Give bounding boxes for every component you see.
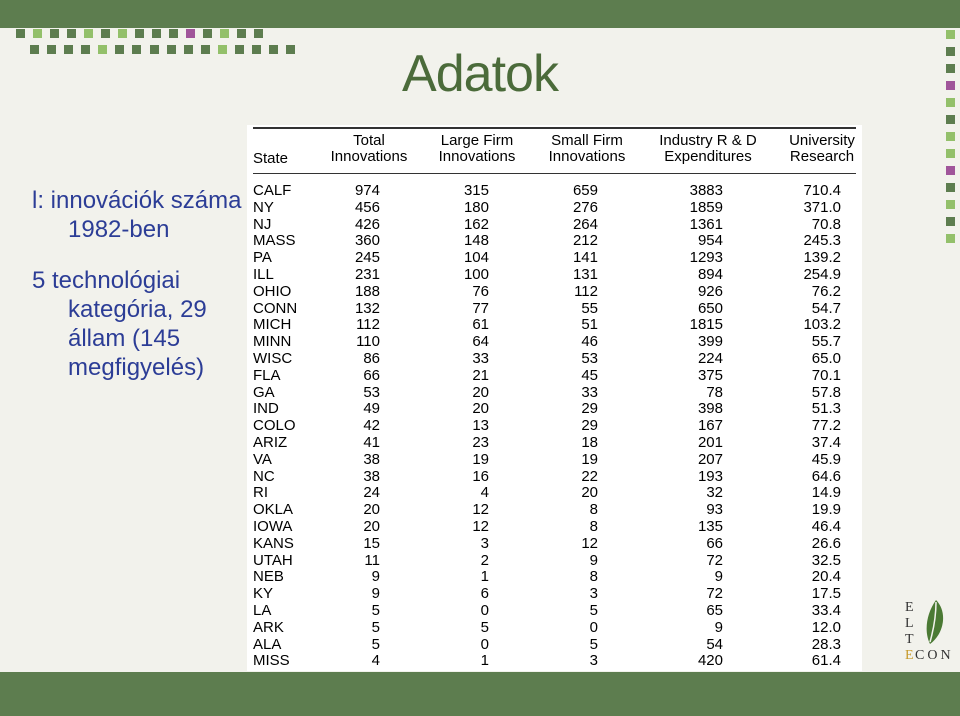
decorative-square	[201, 45, 210, 54]
decorative-square	[186, 29, 195, 38]
value-cell: 77.2	[811, 417, 841, 435]
bullet-item: 5 technológiai kategória, 29 állam (145 megfigyelés)	[32, 267, 207, 381]
value-cell: 76.2	[811, 282, 841, 300]
value-cell: 28.3	[811, 635, 841, 653]
table-row	[247, 301, 862, 318]
value-cell: 21	[472, 366, 489, 384]
decorative-square	[946, 234, 955, 243]
value-cell: 1859	[689, 198, 723, 216]
value-cell: 224	[697, 349, 723, 367]
value-cell: 245	[354, 249, 380, 267]
value-cell: 5	[589, 635, 598, 653]
value-cell: 110	[356, 333, 380, 351]
state-cell: ARIZ	[253, 433, 288, 451]
value-cell: 54	[706, 635, 723, 653]
state-cell: NY	[253, 198, 274, 216]
table-row	[247, 553, 862, 570]
value-cell: 104	[463, 249, 489, 267]
value-cell: 65.0	[811, 349, 841, 367]
decorative-square	[16, 29, 25, 38]
value-cell: 61.4	[811, 652, 841, 670]
state-cell: MASS	[253, 232, 296, 250]
logo-letter-l: L	[905, 616, 914, 631]
decorative-square	[237, 29, 246, 38]
decorative-square	[67, 29, 76, 38]
logo-letter-e2: E	[905, 648, 914, 663]
value-cell: 426	[354, 215, 380, 233]
value-cell: 954	[697, 232, 723, 250]
decorative-square	[30, 45, 39, 54]
value-cell: 38	[363, 467, 380, 485]
value-cell: 5	[371, 635, 380, 653]
table-row	[247, 519, 862, 536]
elte-econ-logo	[900, 596, 960, 666]
logo-econ: CON	[915, 648, 954, 663]
table-row	[247, 368, 862, 385]
value-cell: 9	[589, 551, 598, 569]
table-row	[247, 233, 862, 250]
state-cell: OKLA	[253, 501, 294, 519]
value-cell: 360	[354, 232, 380, 250]
value-cell: 710.4	[803, 182, 841, 199]
value-cell: 5	[371, 601, 380, 619]
state-cell: UTAH	[253, 551, 293, 569]
value-cell: 245.3	[803, 232, 841, 250]
decorative-square	[946, 30, 955, 39]
value-cell: 37.4	[811, 433, 841, 451]
state-cell: NEB	[253, 568, 284, 586]
decorative-square	[135, 29, 144, 38]
slide-title: Adatok	[402, 45, 558, 103]
value-cell: 54.7	[811, 299, 841, 317]
decorative-square	[946, 183, 955, 192]
state-cell: KANS	[253, 534, 294, 552]
value-cell: 13	[472, 417, 489, 435]
value-cell: 16	[472, 467, 489, 485]
value-cell: 33	[581, 383, 598, 401]
table-row	[247, 317, 862, 334]
table-row	[247, 586, 862, 603]
table-row	[247, 284, 862, 301]
value-cell: 8	[589, 517, 598, 535]
value-cell: 132	[354, 299, 380, 317]
value-cell: 72	[706, 585, 723, 603]
decorative-square	[50, 29, 59, 38]
value-cell: 276	[572, 198, 598, 216]
value-cell: 42	[363, 417, 380, 435]
value-cell: 64	[472, 333, 489, 351]
table-row	[247, 250, 862, 267]
value-cell: 66	[363, 366, 380, 384]
value-cell: 55	[581, 299, 598, 317]
value-cell: 78	[706, 383, 723, 401]
decorative-square	[184, 45, 193, 54]
value-cell: 5	[480, 618, 489, 636]
decorative-square	[81, 45, 90, 54]
value-cell: 207	[697, 450, 723, 468]
decorative-square	[115, 45, 124, 54]
table-row	[247, 485, 862, 502]
value-cell: 29	[581, 400, 598, 418]
decorative-square	[946, 115, 955, 124]
value-cell: 162	[463, 215, 489, 233]
value-cell: 0	[589, 618, 598, 636]
value-cell: 8	[589, 501, 598, 519]
decorative-square	[218, 45, 227, 54]
decorative-square	[33, 29, 42, 38]
value-cell: 33	[472, 349, 489, 367]
table-row	[247, 418, 862, 435]
table-row	[247, 435, 862, 452]
state-cell: IND	[253, 400, 279, 418]
decorative-square	[152, 29, 161, 38]
table-row	[247, 620, 862, 637]
decorative-square	[254, 29, 263, 38]
state-cell: PA	[253, 249, 272, 267]
state-cell: CONN	[253, 299, 298, 317]
decorative-square	[946, 98, 955, 107]
value-cell: 3883	[689, 182, 723, 199]
decorative-square	[101, 29, 110, 38]
logo-letter-e: E	[905, 600, 914, 615]
value-cell: 1815	[689, 316, 723, 334]
state-cell: OHIO	[253, 282, 292, 300]
value-cell: 398	[697, 400, 723, 418]
state-cell: ILL	[253, 265, 274, 283]
value-cell: 18	[581, 433, 598, 451]
decorative-square	[946, 166, 955, 175]
value-cell: 20	[472, 400, 489, 418]
value-cell: 11	[364, 551, 380, 569]
value-cell: 32	[706, 484, 723, 502]
value-cell: 103.2	[803, 316, 841, 334]
state-cell: LA	[253, 601, 272, 619]
value-cell: 29	[581, 417, 598, 435]
value-cell: 148	[463, 232, 489, 250]
value-cell: 53	[363, 383, 380, 401]
value-cell: 51.3	[811, 400, 841, 418]
value-cell: 894	[697, 265, 723, 283]
table-row	[247, 469, 862, 486]
decorative-square	[132, 45, 141, 54]
value-cell: 371.0	[803, 198, 841, 216]
value-cell: 131	[572, 265, 598, 283]
state-cell: IOWA	[253, 517, 293, 535]
value-cell: 0	[480, 635, 489, 653]
state-cell: NC	[253, 467, 275, 485]
value-cell: 9	[714, 568, 723, 586]
value-cell: 9	[371, 568, 380, 586]
value-cell: 212	[572, 232, 598, 250]
value-cell: 112	[356, 316, 380, 334]
value-cell: 72	[706, 551, 723, 569]
value-cell: 20	[581, 484, 598, 502]
state-cell: ARK	[253, 618, 284, 636]
value-cell: 65	[706, 601, 723, 619]
value-cell: 23	[472, 433, 489, 451]
value-cell: 19	[472, 450, 489, 468]
table-row	[247, 536, 862, 553]
value-cell: 19	[581, 450, 598, 468]
bullet-item: l: innovációk száma 1982-ben	[32, 187, 242, 243]
value-cell: 375	[697, 366, 723, 384]
table-row	[247, 267, 862, 284]
header-large-firm: Large Firm Innovations	[438, 132, 516, 165]
value-cell: 1361	[689, 215, 723, 233]
decorative-square	[84, 29, 93, 38]
table-row	[247, 351, 862, 368]
value-cell: 3	[480, 534, 489, 552]
decorative-square	[269, 45, 278, 54]
value-cell: 33.4	[811, 601, 841, 619]
value-cell: 100	[463, 265, 489, 283]
table-row	[247, 385, 862, 402]
decorative-square	[946, 64, 955, 73]
value-cell: 77	[472, 299, 489, 317]
state-cell: KY	[253, 585, 274, 603]
value-cell: 201	[697, 433, 723, 451]
value-cell: 32.5	[811, 551, 841, 569]
header-state: State	[253, 150, 289, 167]
table-row	[247, 217, 862, 234]
decorative-square	[220, 29, 229, 38]
value-cell: 3	[589, 652, 598, 670]
value-cell: 231	[354, 265, 380, 283]
value-cell: 926	[697, 282, 723, 300]
state-cell: GA	[253, 383, 275, 401]
decorative-square	[946, 132, 955, 141]
value-cell: 66	[706, 534, 723, 552]
value-cell: 22	[581, 467, 598, 485]
decorative-square	[167, 45, 176, 54]
decorative-square	[946, 47, 955, 56]
value-cell: 315	[463, 182, 489, 199]
value-cell: 420	[697, 652, 723, 670]
value-cell: 5	[589, 601, 598, 619]
value-cell: 8	[589, 568, 598, 586]
value-cell: 3	[589, 585, 598, 603]
value-cell: 112	[574, 282, 598, 300]
logo-letter-t: T	[905, 632, 914, 647]
value-cell: 93	[706, 501, 723, 519]
value-cell: 45	[581, 366, 598, 384]
decorative-square	[64, 45, 73, 54]
decorative-square	[286, 45, 295, 54]
value-cell: 64.6	[811, 467, 841, 485]
value-cell: 19.9	[811, 501, 841, 519]
value-cell: 41	[363, 433, 380, 451]
bottom-banner	[0, 672, 960, 716]
value-cell: 20.4	[811, 568, 841, 586]
decorative-square	[203, 29, 212, 38]
table-row	[247, 569, 862, 586]
value-cell: 12	[581, 534, 598, 552]
value-cell: 12	[472, 517, 489, 535]
value-cell: 9	[714, 618, 723, 636]
value-cell: 12.0	[811, 618, 841, 636]
header-small-firm: Small Firm Innovations	[548, 132, 626, 165]
value-cell: 55.7	[811, 333, 841, 351]
value-cell: 180	[463, 198, 489, 216]
table-row	[247, 603, 862, 620]
value-cell: 659	[572, 182, 598, 199]
value-cell: 1	[480, 568, 489, 586]
value-cell: 51	[581, 316, 598, 334]
value-cell: 70.8	[811, 215, 841, 233]
value-cell: 14.9	[811, 484, 841, 502]
value-cell: 20	[363, 501, 380, 519]
value-cell: 254.9	[803, 265, 841, 283]
decorative-square	[98, 45, 107, 54]
value-cell: 38	[363, 450, 380, 468]
value-cell: 15	[363, 534, 380, 552]
table-row	[247, 334, 862, 351]
state-cell: NJ	[253, 215, 272, 233]
value-cell: 2	[480, 551, 489, 569]
decorative-square	[150, 45, 159, 54]
value-cell: 650	[697, 299, 723, 317]
decorative-square	[252, 45, 261, 54]
value-cell: 0	[480, 601, 489, 619]
state-cell: CALF	[253, 182, 292, 199]
value-cell: 399	[697, 333, 723, 351]
value-cell: 1	[480, 652, 489, 670]
state-cell: FLA	[253, 366, 281, 384]
state-cell: ALA	[253, 635, 282, 653]
decorative-square	[946, 149, 955, 158]
value-cell: 456	[354, 198, 380, 216]
value-cell: 61	[472, 316, 489, 334]
table-header-rule	[253, 173, 856, 174]
leaf-icon	[922, 598, 948, 646]
table-body	[247, 183, 862, 670]
table-top-rule	[253, 127, 856, 129]
value-cell: 9	[371, 585, 380, 603]
value-cell: 264	[572, 215, 598, 233]
table-row	[247, 653, 862, 670]
value-cell: 20	[363, 517, 380, 535]
value-cell: 46	[581, 333, 598, 351]
table-row	[247, 637, 862, 654]
state-cell: VA	[253, 450, 272, 468]
value-cell: 5	[371, 618, 380, 636]
table-row	[247, 502, 862, 519]
value-cell: 139.2	[803, 249, 841, 267]
header-university: University Research	[789, 132, 855, 165]
decorative-square	[946, 81, 955, 90]
value-cell: 167	[697, 417, 723, 435]
value-cell: 193	[697, 467, 723, 485]
decorative-square	[47, 45, 56, 54]
value-cell: 141	[572, 249, 598, 267]
table-row	[247, 401, 862, 418]
state-cell: WISC	[253, 349, 293, 367]
top-banner	[0, 0, 960, 28]
value-cell: 86	[363, 349, 380, 367]
value-cell: 1293	[689, 249, 723, 267]
value-cell: 20	[472, 383, 489, 401]
decorative-square	[946, 200, 955, 209]
decorative-square	[169, 29, 178, 38]
decorative-square	[118, 29, 127, 38]
state-cell: RI	[253, 484, 268, 502]
value-cell: 53	[581, 349, 598, 367]
value-cell: 17.5	[811, 585, 841, 603]
header-industry-rd: Industry R & D Expenditures	[659, 132, 757, 165]
header-total: Total Innovations	[330, 132, 408, 165]
state-cell: MICH	[253, 316, 292, 334]
value-cell: 26.6	[811, 534, 841, 552]
value-cell: 4	[480, 484, 489, 502]
state-cell: MINN	[253, 333, 292, 351]
state-cell: COLO	[253, 417, 296, 435]
value-cell: 57.8	[811, 383, 841, 401]
decorative-square	[946, 217, 955, 226]
decorative-square	[235, 45, 244, 54]
value-cell: 70.1	[811, 366, 841, 384]
value-cell: 188	[354, 282, 380, 300]
table-row	[247, 452, 862, 469]
data-table	[247, 125, 862, 671]
value-cell: 46.4	[811, 517, 841, 535]
table-row	[247, 200, 862, 217]
value-cell: 12	[472, 501, 489, 519]
value-cell: 135	[697, 517, 723, 535]
value-cell: 4	[371, 652, 380, 670]
value-cell: 76	[472, 282, 489, 300]
state-cell: MISS	[253, 652, 290, 670]
bullet-list	[32, 186, 247, 404]
value-cell: 24	[363, 484, 380, 502]
table-row	[247, 183, 862, 200]
value-cell: 6	[480, 585, 489, 603]
value-cell: 49	[363, 400, 380, 418]
value-cell: 974	[354, 182, 380, 199]
value-cell: 45.9	[811, 450, 841, 468]
